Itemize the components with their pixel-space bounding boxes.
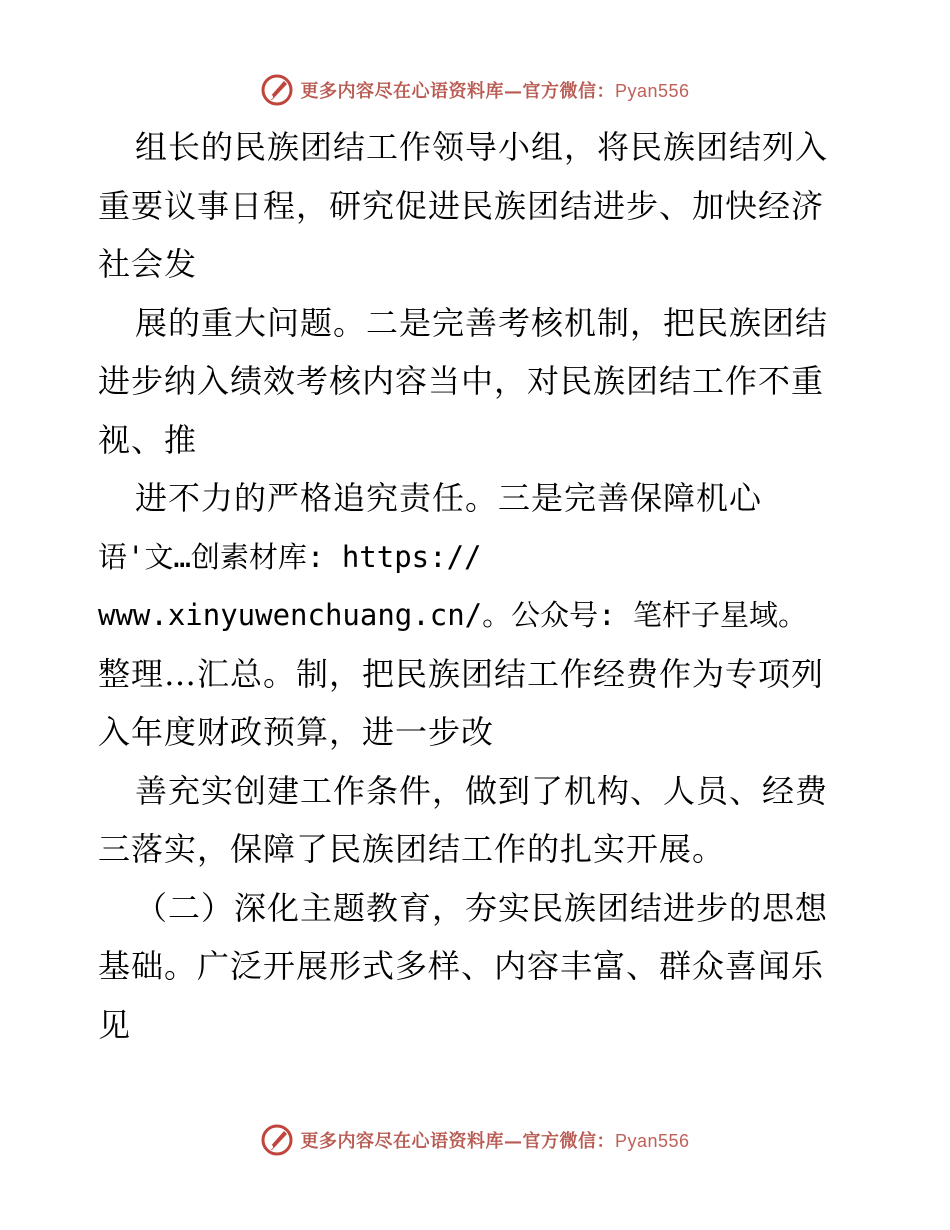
banner-main-text: 更多内容尽在心语资料库—官方微信： [300, 81, 615, 102]
text-line: 整理…汇总。制，把民族团结工作经费作为专项列 [98, 654, 825, 693]
text-line: 基础。广泛开展形式多样、内容丰富、群众喜闻乐 [98, 947, 825, 985]
quill-logo-icon [260, 73, 294, 107]
text-line: 见 [98, 1005, 132, 1044]
footer-banner [0, 1120, 950, 1160]
banner-text [300, 77, 689, 103]
text-line: 语'文…创素材库: https:// [98, 539, 482, 574]
text-line: 社会发 [98, 245, 198, 283]
text-line: www.xinyuwenchuang.cn/。公众号: 笔杆子星域。 [98, 598, 808, 632]
text-line: 入年度财政预算，进一步改 [98, 713, 495, 751]
banner-wechat-id: Pyan556 [614, 81, 690, 101]
text-line: 组长的民族团结工作领导小组，将民族团结列入 [135, 128, 829, 166]
quill-logo-icon [260, 1123, 294, 1157]
banner-text [300, 1127, 689, 1153]
text-line: 视、推 [98, 420, 198, 459]
text-line: （二）深化主题教育，夯实民族团结进步的思想 [135, 888, 829, 927]
text-line: 重要议事日程，研究促进民族团结进步、加快经济 [98, 186, 825, 225]
header-banner [0, 70, 950, 110]
text-line: 展的重大问题。二是完善考核机制，把民族团结 [135, 303, 829, 342]
banner-wechat-id: Pyan556 [614, 1131, 690, 1151]
banner-main-text: 更多内容尽在心语资料库—官方微信： [300, 1131, 615, 1152]
text-line: 善充实创建工作条件，做到了机构、人员、经费 [135, 771, 829, 810]
body-text [98, 118, 858, 1054]
text-line: 三落实，保障了民族团结工作的扎实开展。 [98, 830, 726, 868]
text-line: 进不力的严格追究责任。三是完善保障机心 [135, 479, 763, 517]
text-line: 进步纳入绩效考核内容当中，对民族团结工作不重 [98, 362, 825, 400]
